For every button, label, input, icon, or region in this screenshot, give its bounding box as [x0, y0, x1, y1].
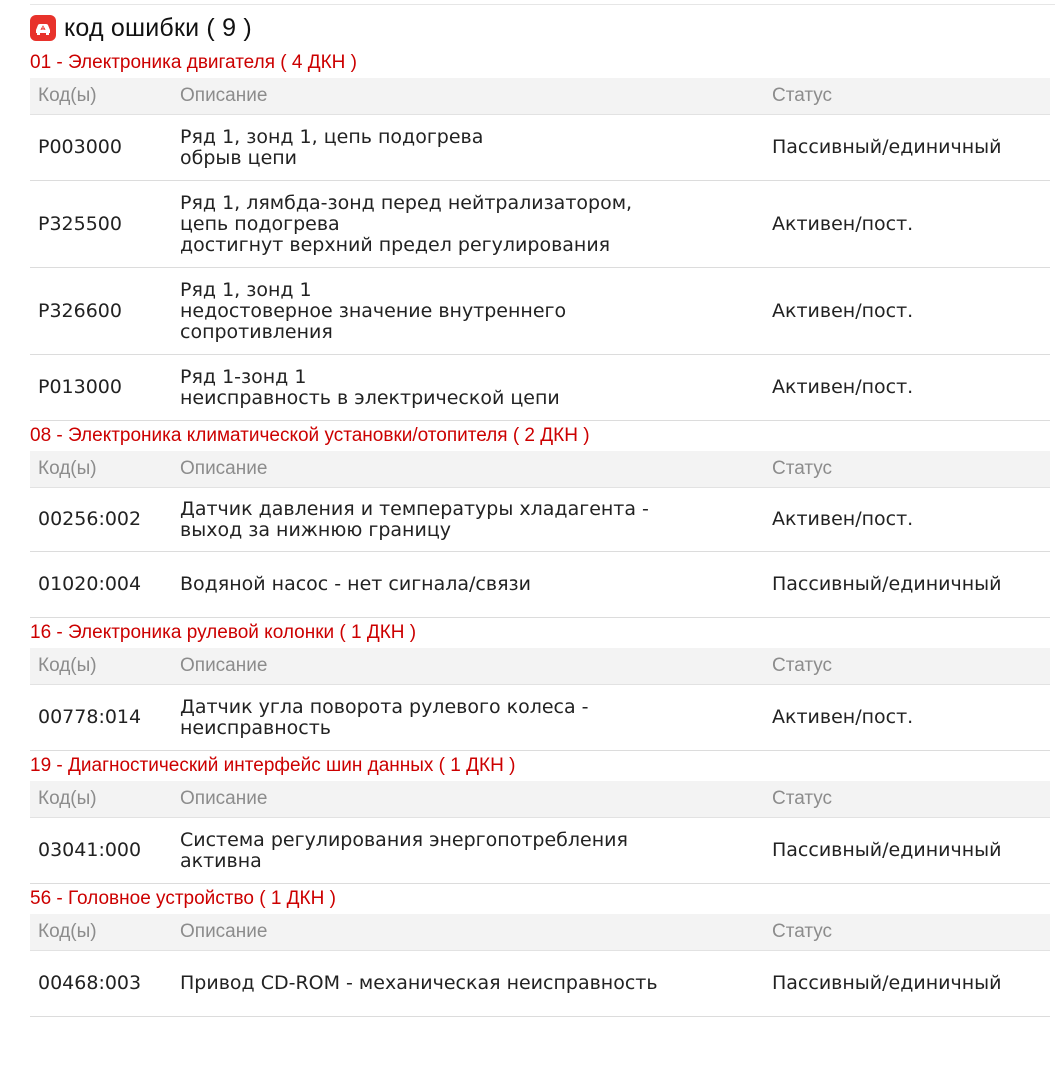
dtc-code: P326600: [38, 299, 122, 322]
section-title[interactable]: 56 - Головное устройство ( 1 ДКН ): [30, 888, 336, 909]
dtc-description: Привод CD-ROM - механическая неисправность: [180, 972, 658, 994]
dtc-description: Датчик угла поворота рулевого колеса - неисправность: [180, 695, 589, 739]
column-header-code: Код(ы): [38, 788, 97, 809]
dtc-code: P013000: [38, 376, 122, 398]
table-row[interactable]: [30, 818, 1050, 884]
car-alert-icon: [30, 15, 56, 41]
dtc-section: [30, 618, 1050, 751]
dtc-description: Ряд 1-зонд 1 неисправность в электрической цепи: [180, 365, 560, 409]
dtc-code: 00468:003: [38, 972, 142, 994]
table-header: [30, 648, 1050, 685]
column-header-description: Описание: [180, 85, 268, 106]
top-divider: [30, 4, 1055, 5]
table-row[interactable]: [30, 181, 1050, 268]
table-row[interactable]: [30, 488, 1050, 552]
section-title[interactable]: 16 - Электроника рулевой колонки ( 1 ДКН ): [30, 622, 417, 643]
dtc-description: Датчик давления и температуры хладагента - выход за нижнюю границу: [180, 497, 649, 541]
dtc-description: Ряд 1, зонд 1, цепь подогрева обрыв цепи: [180, 125, 484, 169]
column-header-status: Статус: [772, 788, 833, 809]
column-header-description: Описание: [180, 921, 268, 942]
dtc-status: Активен/пост.: [772, 508, 914, 530]
table-row[interactable]: [30, 685, 1050, 751]
dtc-description: Водяной насос - нет сигнала/связи: [180, 573, 531, 595]
sections-container: [30, 48, 1050, 1017]
dtc-status: Активен/пост.: [772, 376, 914, 398]
dtc-status: Пассивный/единичный: [772, 839, 1002, 861]
table-row[interactable]: [30, 115, 1050, 181]
column-header-description: Описание: [180, 655, 268, 676]
column-header-status: Статус: [772, 458, 833, 479]
dtc-code: 03041:000: [38, 839, 142, 861]
dtc-description: Ряд 1, лямбда-зонд перед нейтрализатором, цепь подогрева достигнут верхний предел регулирования: [180, 191, 633, 256]
dtc-description: Ряд 1, зонд 1 недостоверное значение внутреннего сопротивления: [180, 278, 567, 343]
table-row[interactable]: [30, 951, 1050, 1017]
column-header-status: Статус: [772, 655, 833, 676]
dtc-code: P003000: [38, 136, 122, 158]
table-header: [30, 451, 1050, 488]
dtc-code: 01020:004: [38, 573, 142, 595]
dtc-status: Пассивный/единичный: [772, 573, 1002, 595]
column-header-status: Статус: [772, 85, 833, 106]
dtc-code: 00256:002: [38, 508, 142, 530]
column-header-code: Код(ы): [38, 458, 97, 479]
column-header-description: Описание: [180, 458, 268, 479]
table-row[interactable]: [30, 552, 1050, 618]
page-header: [30, 8, 1050, 48]
dtc-description: Система регулирования энергопотребления активна: [180, 828, 628, 872]
column-header-description: Описание: [180, 788, 268, 809]
table-header: [30, 78, 1050, 115]
page-title: код ошибки ( 9 ): [64, 13, 252, 42]
dtc-status: Активен/пост.: [772, 706, 914, 728]
dtc-status: Пассивный/единичный: [772, 136, 1002, 158]
dtc-status: Пассивный/единичный: [772, 972, 1002, 994]
table-row[interactable]: [30, 355, 1050, 421]
table-row[interactable]: [30, 268, 1050, 355]
dtc-status: Активен/пост.: [772, 212, 914, 235]
table-header: [30, 781, 1050, 818]
column-header-code: Код(ы): [38, 921, 97, 942]
column-header-code: Код(ы): [38, 655, 97, 676]
dtc-code: P325500: [38, 212, 122, 235]
column-header-status: Статус: [772, 921, 833, 942]
dtc-status: Активен/пост.: [772, 299, 914, 322]
dtc-section: [30, 751, 1050, 884]
dtc-section: [30, 48, 1050, 421]
table-header: [30, 914, 1050, 951]
section-title[interactable]: 01 - Электроника двигателя ( 4 ДКН ): [30, 52, 357, 73]
section-title[interactable]: 08 - Электроника климатической установки/отопителя ( 2 ДКН ): [30, 425, 590, 446]
dtc-section: [30, 884, 1050, 1017]
dtc-code: 00778:014: [38, 706, 142, 728]
column-header-code: Код(ы): [38, 85, 97, 106]
section-title[interactable]: 19 - Диагностический интерфейс шин данных ( 1 ДКН ): [30, 755, 516, 776]
dtc-section: [30, 421, 1050, 618]
error-codes-page: [30, 8, 1050, 1017]
